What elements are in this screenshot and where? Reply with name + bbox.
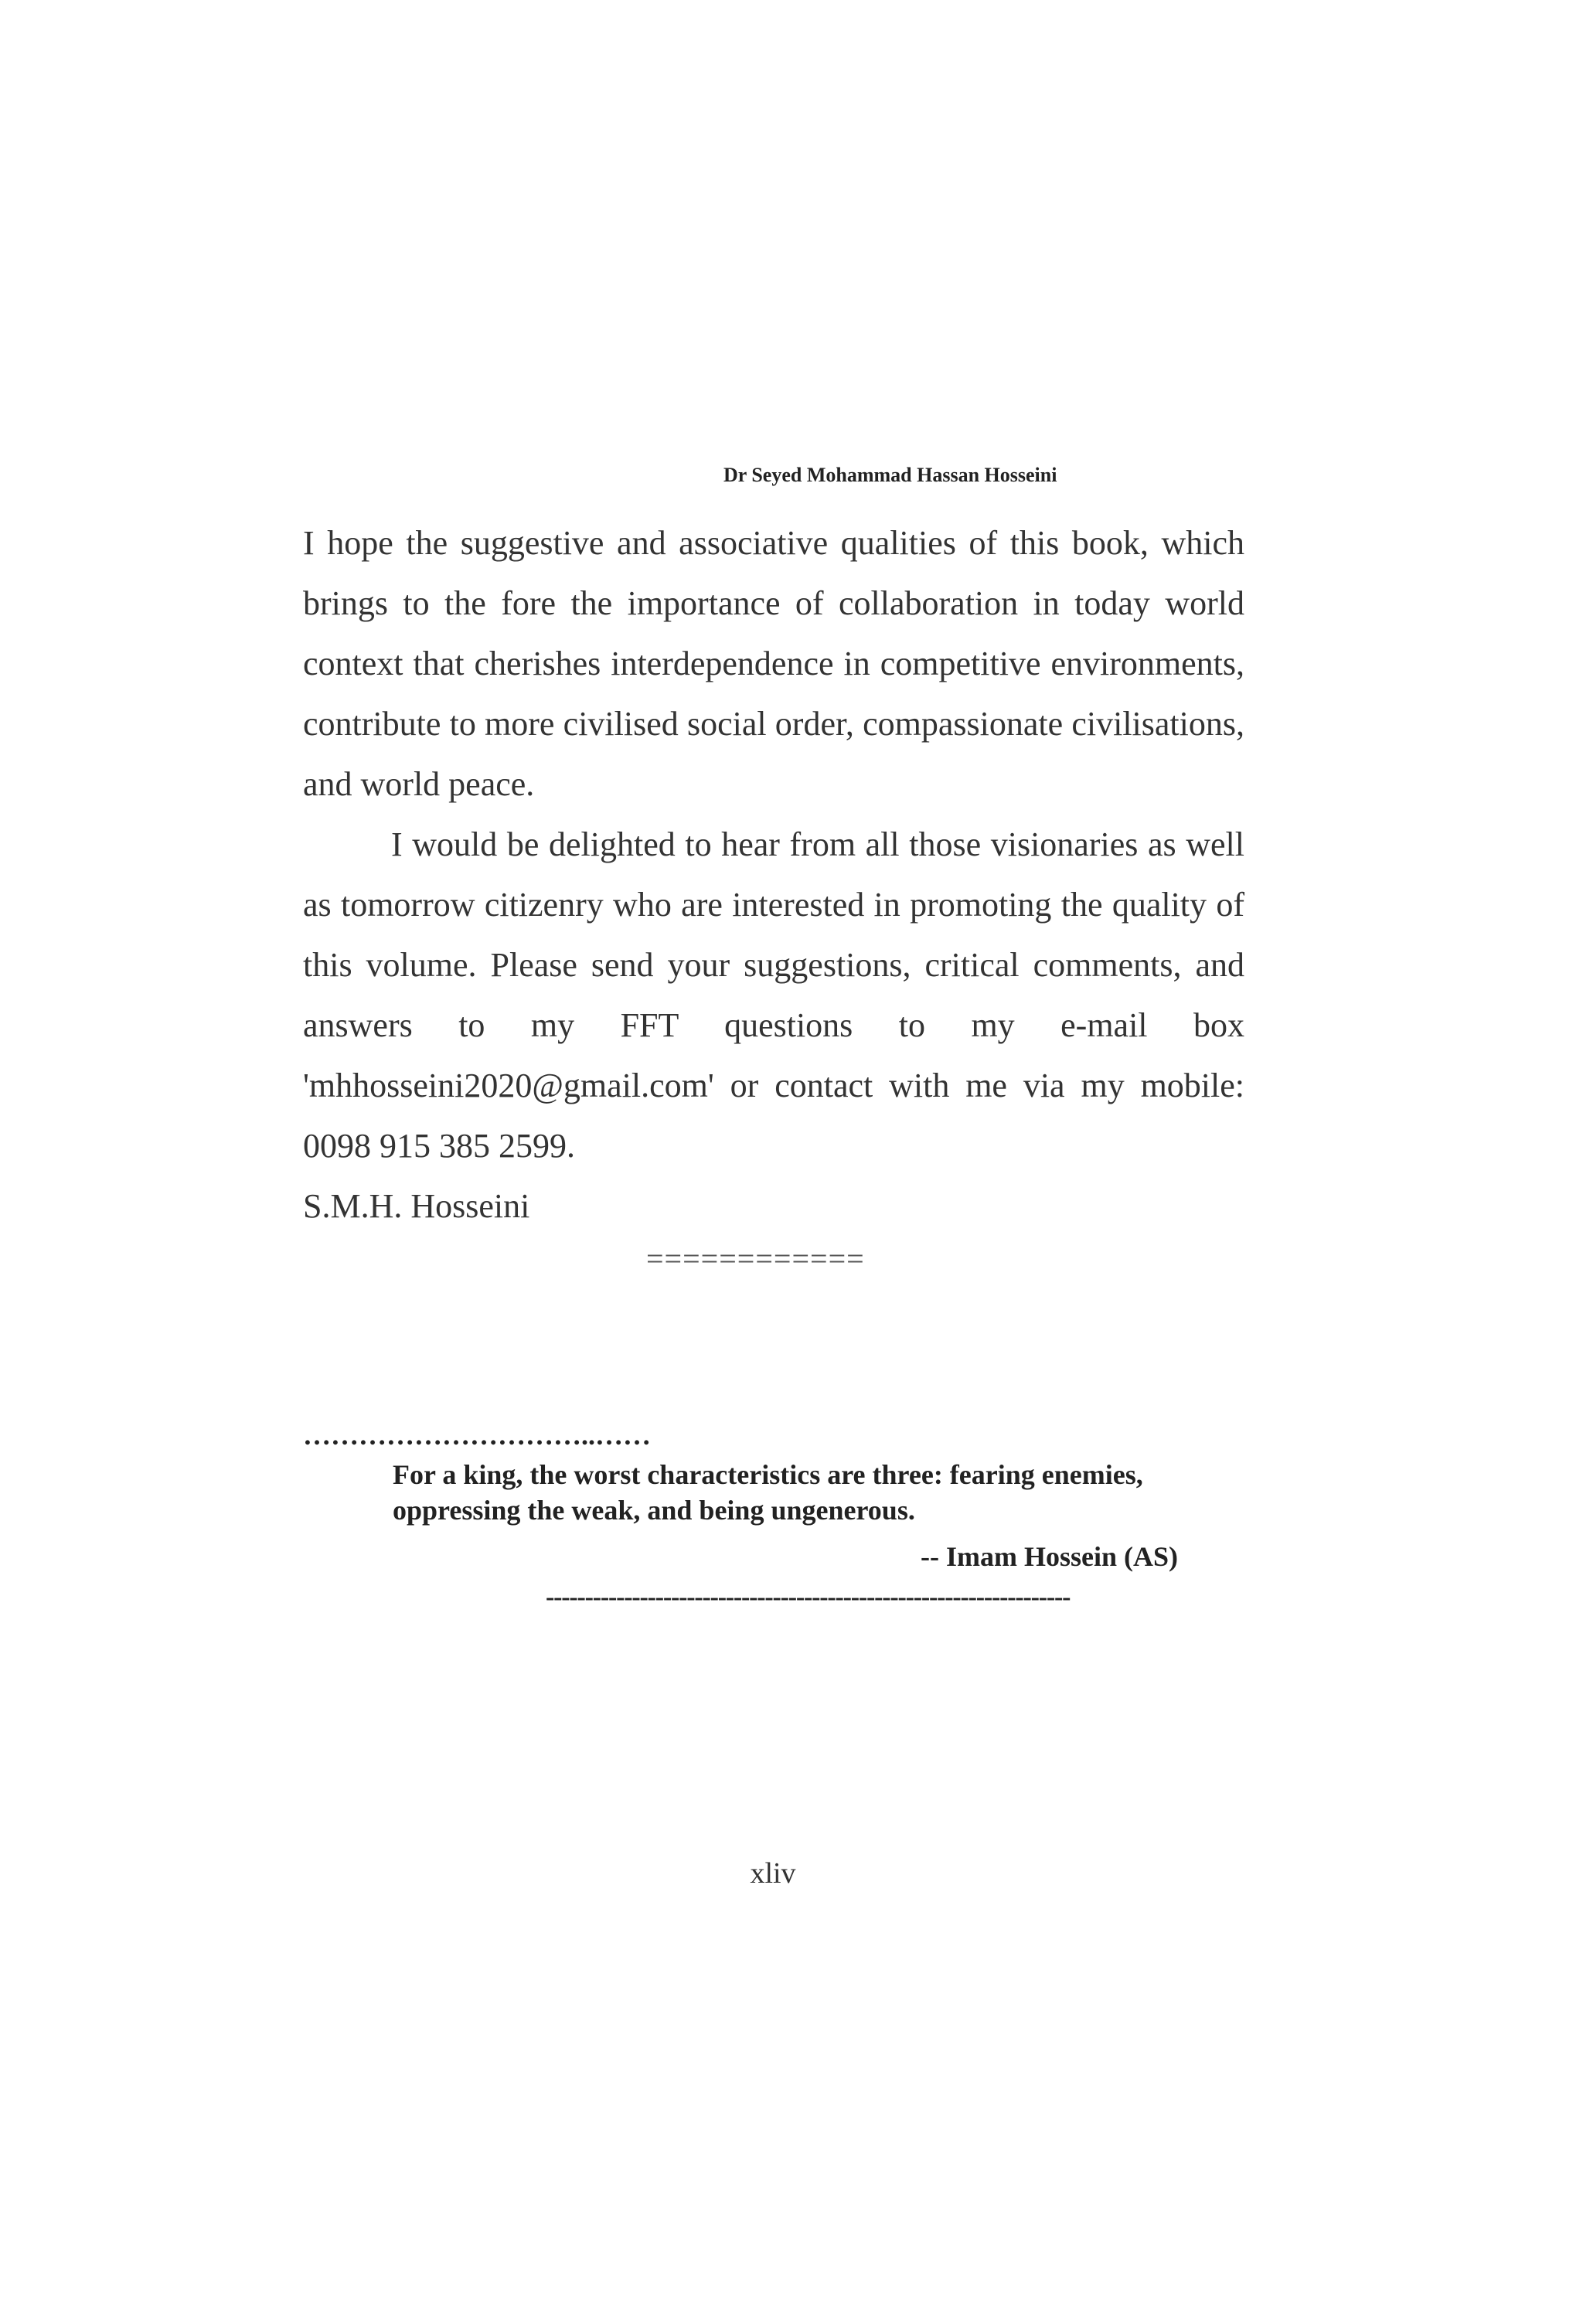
dash-rule: ------------------------------------------------------------------- [546, 1583, 1071, 1611]
quote-attribution: -- Imam Hossein (AS) [921, 1541, 1178, 1572]
page-number: xliv [750, 1857, 796, 1890]
section-separator: ============ [646, 1241, 865, 1276]
running-header: Dr Seyed Mohammad Hassan Hosseini [723, 464, 1057, 486]
footnote-dots: …………………………..…… [303, 1420, 651, 1451]
signature: S.M.H. Hosseini [303, 1187, 530, 1225]
footnote-quote [393, 1457, 1227, 1528]
body-text [303, 513, 1244, 1237]
paragraph-1: I hope the suggestive and associative qualities of this book, which brings to the fore the importance of collaboration in today world context that cherishes interdependence in competitive environments, contribute to more civilised social order, compassionate civilisations, and world peace. [303, 524, 1244, 803]
quote-text: For a king, the worst characteristics are three: fearing enemies, oppressing the weak, and being ungenerous. [393, 1459, 1143, 1526]
paragraph-2: I would be delighted to hear from all those visionaries as well as tomorrow citizenry who are interested in promoting the quality of this volume. Please send your suggestions, critical comments, and answers to my FFT questions to my e-mail box 'mhhosseini2020@gmail.com' or contact with me via my mobile: 0098 915 385 2599. [303, 825, 1244, 1165]
